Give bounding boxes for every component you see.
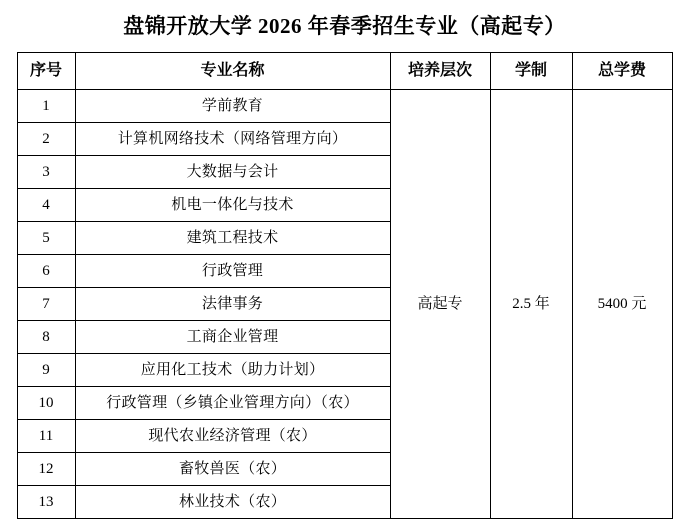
cell-level-merged: 高起专 (390, 90, 490, 519)
column-header-duration: 学制 (490, 53, 572, 90)
cell-seq: 3 (17, 156, 75, 189)
cell-seq: 10 (17, 387, 75, 420)
column-header-level: 培养层次 (390, 53, 490, 90)
page-title: 盘锦开放大学 2026 年春季招生专业（高起专） (123, 14, 566, 38)
cell-seq: 9 (17, 354, 75, 387)
table-row (17, 90, 672, 123)
cell-major-name: 计算机网络技术（网络管理方向） (75, 123, 390, 156)
cell-seq: 6 (17, 255, 75, 288)
cell-seq: 5 (17, 222, 75, 255)
cell-major-name: 林业技术（农） (75, 486, 390, 519)
table-header-row (17, 53, 672, 90)
column-header-seq: 序号 (17, 53, 75, 90)
cell-major-name: 行政管理 (75, 255, 390, 288)
cell-seq: 8 (17, 321, 75, 354)
cell-seq: 13 (17, 486, 75, 519)
cell-duration-merged: 2.5 年 (490, 90, 572, 519)
majors-table (17, 52, 673, 519)
cell-seq: 4 (17, 189, 75, 222)
column-header-total-fee: 总学费 (572, 53, 672, 90)
cell-total-fee-merged: 5400 元 (572, 90, 672, 519)
cell-major-name: 大数据与会计 (75, 156, 390, 189)
cell-major-name: 法律事务 (75, 288, 390, 321)
cell-seq: 12 (17, 453, 75, 486)
cell-major-name: 畜牧兽医（农） (75, 453, 390, 486)
cell-major-name: 行政管理（乡镇企业管理方向）（农） (75, 387, 390, 420)
cell-seq: 2 (17, 123, 75, 156)
cell-major-name: 现代农业经济管理（农） (75, 420, 390, 453)
cell-major-name: 建筑工程技术 (75, 222, 390, 255)
cell-seq: 1 (17, 90, 75, 123)
cell-major-name: 机电一体化与技术 (75, 189, 390, 222)
cell-major-name: 学前教育 (75, 90, 390, 123)
cell-major-name: 工商企业管理 (75, 321, 390, 354)
cell-seq: 7 (17, 288, 75, 321)
column-header-major-name: 专业名称 (75, 53, 390, 90)
cell-seq: 11 (17, 420, 75, 453)
cell-major-name: 应用化工技术（助力计划） (75, 354, 390, 387)
